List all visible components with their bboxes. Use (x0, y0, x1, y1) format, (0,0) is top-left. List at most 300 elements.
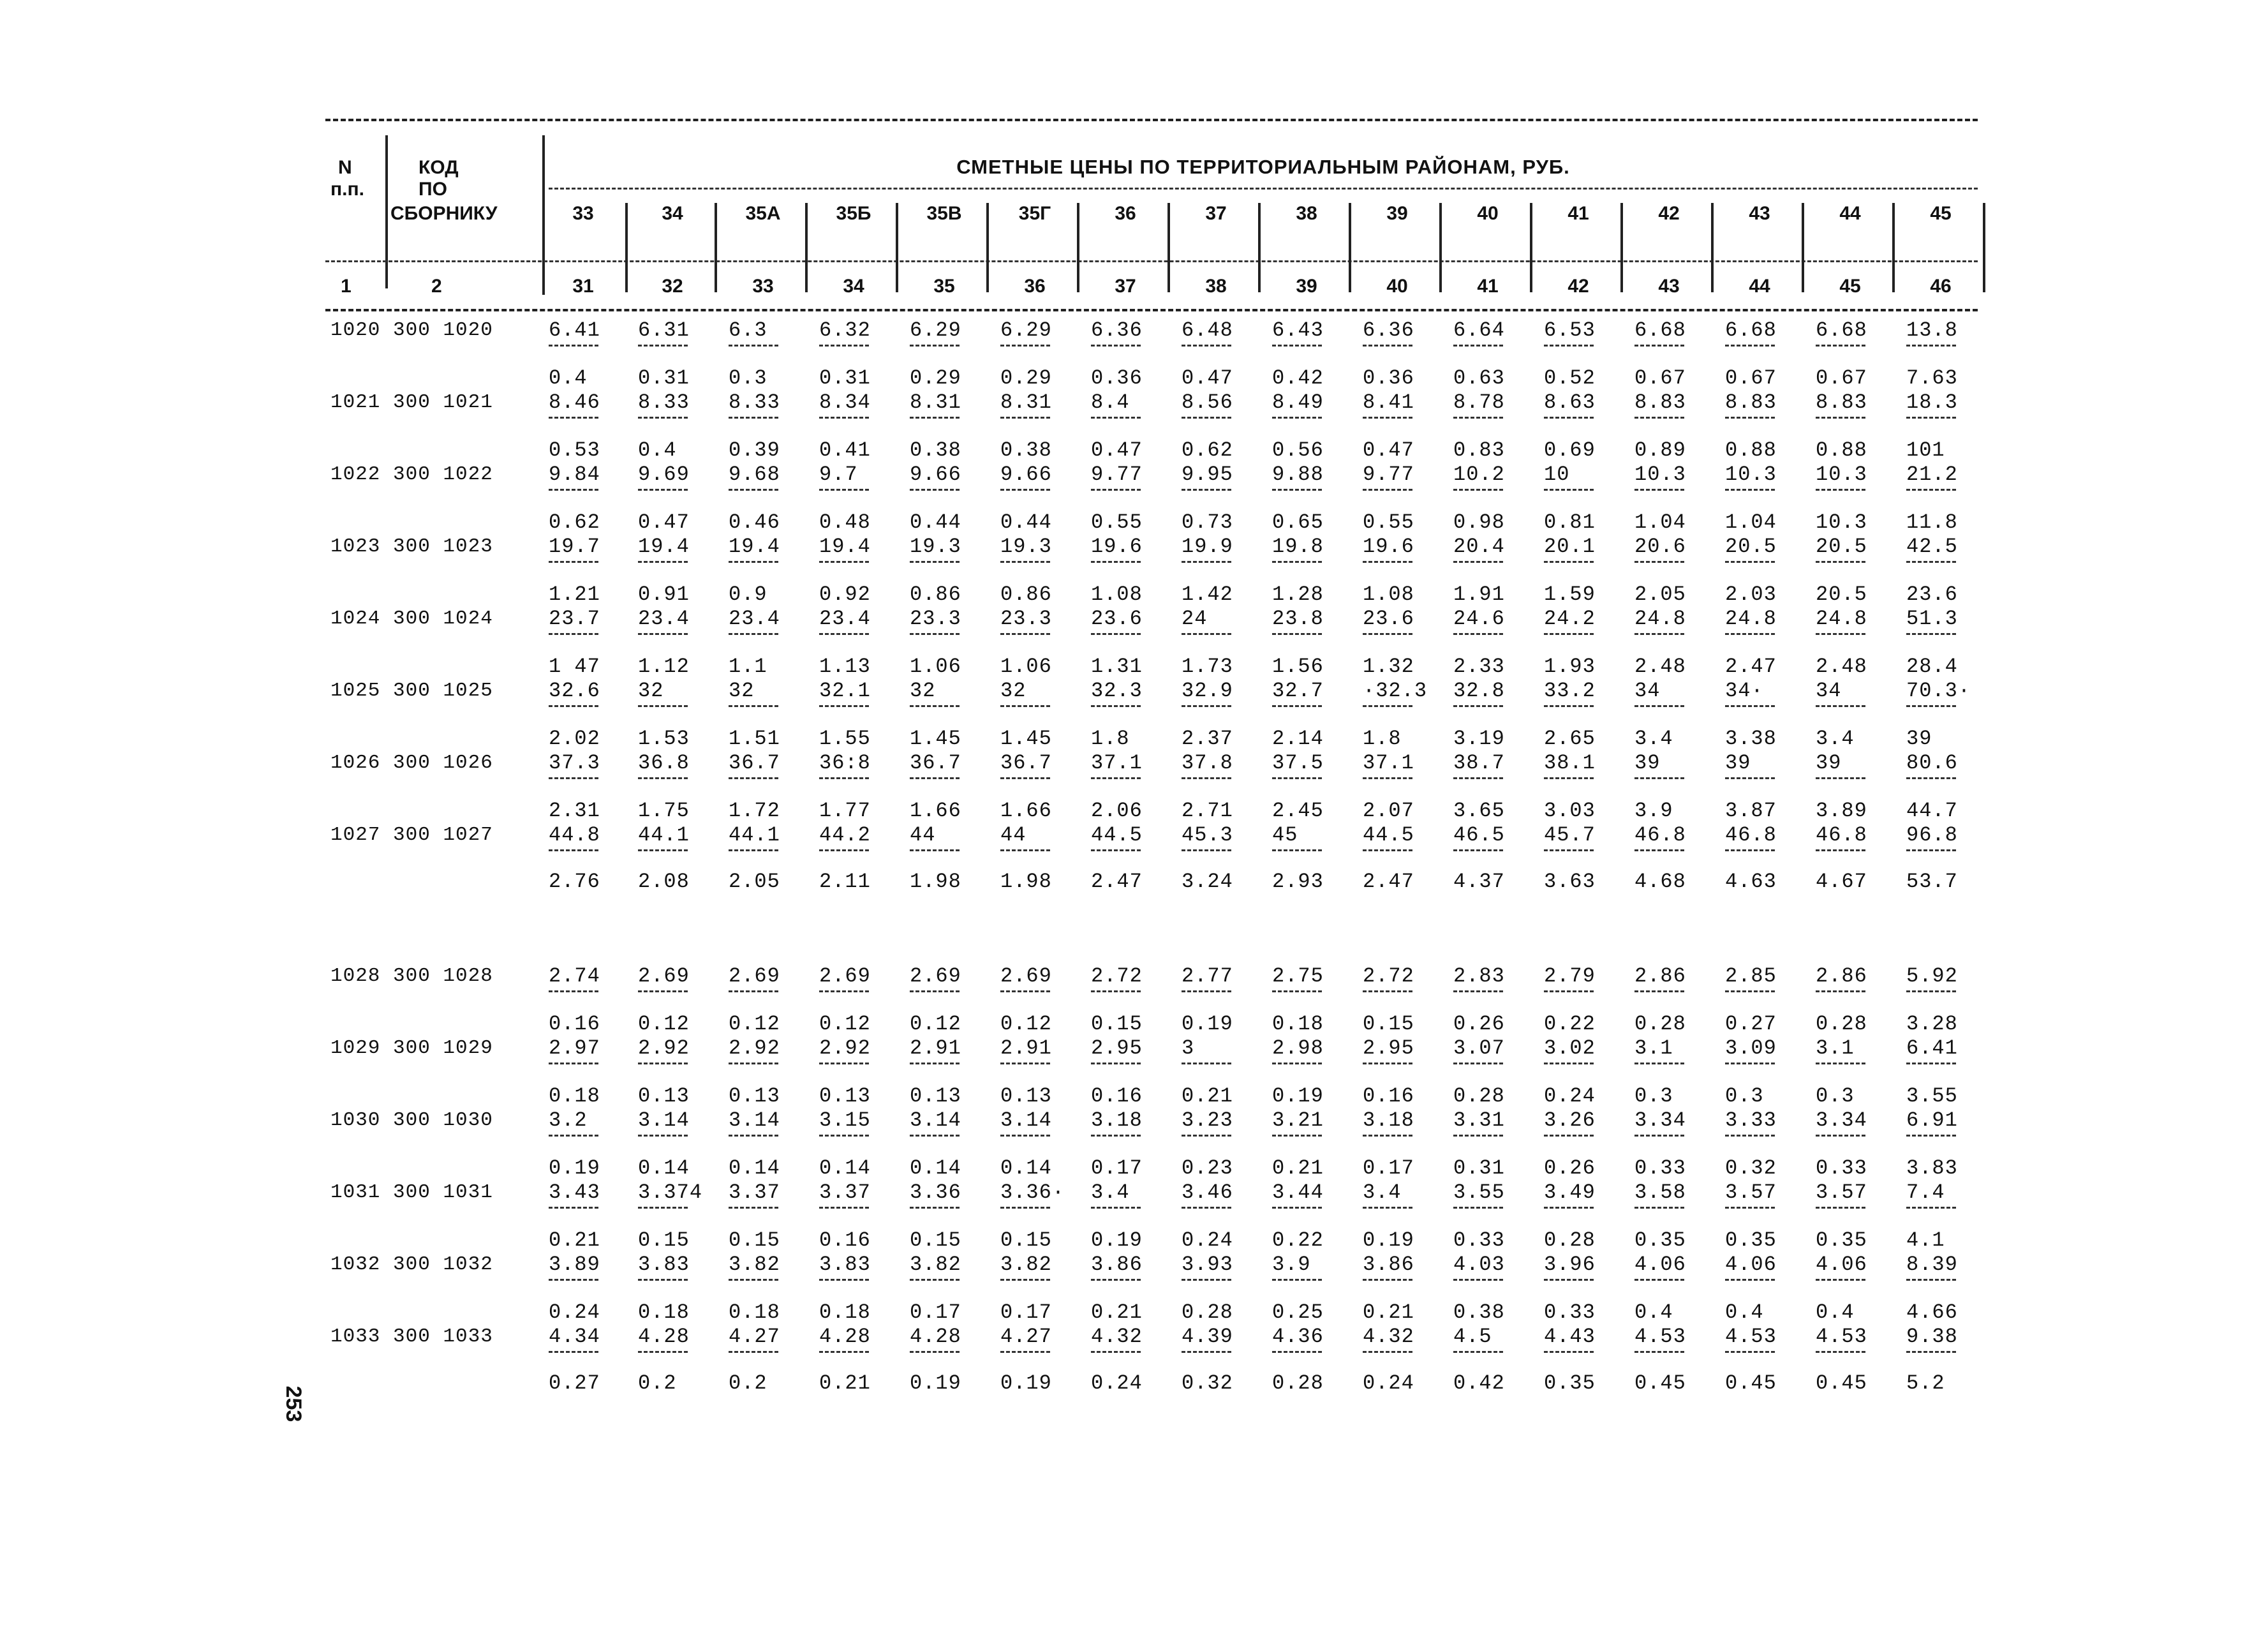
price-cell: 3.82 (910, 1253, 961, 1276)
fraction-bar (1725, 1207, 1775, 1209)
fraction-bar (1544, 849, 1594, 851)
price-cell: 0.17 (1363, 1156, 1414, 1180)
district-col-number: 36 (1024, 276, 1046, 297)
fraction-bar (1363, 345, 1412, 347)
fraction-bar (1634, 1063, 1684, 1064)
fraction-bar (1272, 1135, 1322, 1137)
fraction-bar (1906, 1351, 1956, 1353)
price-cell: 0.12 (1000, 1012, 1052, 1036)
price-cell: 3.36 (910, 1181, 961, 1204)
price-cell: 10 (1544, 463, 1570, 486)
fraction-bar (819, 489, 869, 491)
price-cell: 0.21 (1363, 1301, 1414, 1324)
price-cell: 80.6 (1906, 751, 1958, 775)
fraction-bar (1634, 1207, 1684, 1209)
price-cell: 1.08 (1091, 583, 1143, 606)
price-cell: 36.7 (910, 751, 961, 775)
fraction-bar (638, 1351, 688, 1353)
price-cell: 0.14 (819, 1156, 871, 1180)
price-cell: 0.2 (729, 1371, 767, 1395)
price-cell: 2.92 (819, 1036, 871, 1060)
price-cell: 4.27 (729, 1325, 780, 1348)
fraction-bar (549, 705, 598, 707)
price-cell: 3.9 (1634, 799, 1673, 823)
fraction-bar (1544, 1207, 1594, 1209)
fraction-bar (1272, 1279, 1322, 1281)
fraction-bar (1816, 849, 1865, 851)
price-cell: 0.46 (729, 511, 780, 534)
price-cell: 0.24 (1363, 1371, 1414, 1395)
fraction-bar (1453, 345, 1503, 347)
price-cell: 0.22 (1544, 1012, 1596, 1036)
fraction-bar (1816, 633, 1865, 635)
fraction-bar (1363, 1207, 1412, 1209)
district-header: 35В (926, 203, 962, 224)
price-cell: 8.56 (1182, 391, 1233, 414)
price-cell: 0.24 (1544, 1084, 1596, 1108)
title-underline (549, 188, 1978, 190)
fraction-bar (1453, 705, 1503, 707)
price-cell: 6.43 (1272, 318, 1324, 342)
price-cell: 8.4 (1091, 391, 1130, 414)
price-cell: 0.81 (1544, 511, 1596, 534)
row-code: 1028 300 1028 (330, 965, 493, 987)
price-cell: 7.63 (1906, 366, 1958, 390)
price-cell: 32.6 (549, 679, 600, 703)
fraction-bar (1000, 489, 1050, 491)
price-cell: 3.03 (1544, 799, 1596, 823)
fraction-bar (1091, 489, 1141, 491)
price-cell: 3.14 (1000, 1108, 1052, 1132)
price-cell: 0.47 (638, 511, 690, 534)
price-cell: 4.53 (1816, 1325, 1867, 1348)
price-cell: 37.5 (1272, 751, 1324, 775)
price-cell: 2.69 (1000, 964, 1052, 988)
price-cell: 8.83 (1725, 391, 1777, 414)
price-cell: 37.3 (549, 751, 600, 775)
fraction-bar (1182, 345, 1231, 347)
fraction-bar (1000, 777, 1050, 779)
price-cell: 6.68 (1725, 318, 1777, 342)
price-cell: 3.4 (1091, 1181, 1130, 1204)
price-cell: 0.33 (1453, 1228, 1505, 1252)
price-cell: 3.18 (1091, 1108, 1143, 1132)
district-header: 37 (1205, 203, 1227, 224)
price-cell: 0.16 (1363, 1084, 1414, 1108)
price-cell: 0.86 (910, 583, 961, 606)
price-cell: 96.8 (1906, 823, 1958, 847)
column-divider (1258, 203, 1261, 292)
price-cell: 2.02 (549, 727, 600, 750)
price-cell: 0.13 (910, 1084, 961, 1108)
price-cell: 1.04 (1725, 511, 1777, 534)
price-cell: 23.4 (729, 607, 780, 630)
price-cell: 2.47 (1363, 870, 1414, 893)
price-cell: 0.67 (1816, 366, 1867, 390)
price-cell: 0.91 (638, 583, 690, 606)
price-cell: 3.87 (1725, 799, 1777, 823)
price-cell: 0.15 (638, 1228, 690, 1252)
price-cell: 23.4 (638, 607, 690, 630)
price-cell: 9.66 (910, 463, 961, 486)
fraction-bar (1091, 1207, 1141, 1209)
price-cell: 2.65 (1544, 727, 1596, 750)
price-cell: 0.38 (910, 438, 961, 462)
price-cell: 32 (729, 679, 755, 703)
price-cell: 0.88 (1816, 438, 1867, 462)
price-cell: 2.91 (910, 1036, 961, 1060)
price-cell: 39 (1634, 751, 1661, 775)
row-code: 1025 300 1025 (330, 680, 493, 702)
price-cell: 0.42 (1272, 366, 1324, 390)
header-pp: п.п. (330, 179, 364, 200)
column-divider (1530, 203, 1532, 292)
price-cell: 8.78 (1453, 391, 1505, 414)
price-cell: 2.11 (819, 870, 871, 893)
price-cell: 2.91 (1000, 1036, 1052, 1060)
price-cell: 2.97 (549, 1036, 600, 1060)
price-cell: 0.3 (1725, 1084, 1764, 1108)
price-cell: 45 (1272, 823, 1298, 847)
fraction-bar (1272, 777, 1322, 779)
price-cell: 10.2 (1453, 463, 1505, 486)
fraction-bar (1000, 1063, 1050, 1064)
price-cell: 1.66 (1000, 799, 1052, 823)
price-cell: 44.1 (638, 823, 690, 847)
price-cell: 2.33 (1453, 655, 1505, 678)
price-cell: 20.4 (1453, 535, 1505, 558)
price-cell: 0.39 (729, 438, 780, 462)
price-cell: 44 (910, 823, 936, 847)
col-number-1: 1 (341, 276, 352, 297)
fraction-bar (1544, 777, 1594, 779)
price-cell: 2.69 (819, 964, 871, 988)
price-cell: 3.65 (1453, 799, 1505, 823)
fraction-bar (1091, 705, 1141, 707)
fraction-bar (1906, 1207, 1956, 1209)
price-cell: 46.8 (1816, 823, 1867, 847)
fraction-bar (910, 633, 960, 635)
fraction-bar (729, 1279, 778, 1281)
fraction-bar (910, 777, 960, 779)
fraction-bar (1634, 561, 1684, 563)
fraction-bar (1091, 561, 1141, 563)
fraction-bar (1906, 990, 1956, 992)
fraction-bar (1906, 777, 1956, 779)
fraction-bar (1091, 777, 1141, 779)
fraction-bar (1544, 489, 1594, 491)
price-cell: 0.69 (1544, 438, 1596, 462)
fraction-bar (1272, 705, 1322, 707)
price-cell: 3.89 (549, 1253, 600, 1276)
price-cell: 2.83 (1453, 964, 1505, 988)
header-bottom-rule (325, 309, 1978, 311)
price-cell: 0.12 (819, 1012, 871, 1036)
column-divider (805, 203, 808, 292)
price-cell: 19.6 (1363, 535, 1414, 558)
district-header: 40 (1477, 203, 1499, 224)
fraction-bar (910, 1063, 960, 1064)
price-cell: 0.38 (1453, 1301, 1505, 1324)
price-cell: 3.19 (1453, 727, 1505, 750)
price-cell: 0.17 (1000, 1301, 1052, 1324)
fraction-bar (549, 849, 598, 851)
fraction-bar (819, 1135, 869, 1137)
price-cell: 0.21 (819, 1371, 871, 1395)
fraction-bar (819, 705, 869, 707)
price-cell: 10.3 (1725, 463, 1777, 486)
price-cell: 3.28 (1906, 1012, 1958, 1036)
price-cell: 6.31 (638, 318, 690, 342)
fraction-bar (910, 849, 960, 851)
price-cell: 3.55 (1906, 1084, 1958, 1108)
fraction-bar (1000, 1351, 1050, 1353)
price-cell: 3.07 (1453, 1036, 1505, 1060)
fraction-bar (1634, 345, 1684, 347)
price-cell: 32.3 (1091, 679, 1143, 703)
price-cell: 2.08 (638, 870, 690, 893)
price-cell: 1.21 (549, 583, 600, 606)
price-cell: 6.41 (1906, 1036, 1958, 1060)
price-cell: 0.47 (1091, 438, 1143, 462)
price-cell: 8.31 (910, 391, 961, 414)
district-header: 35Б (836, 203, 871, 224)
price-cell: 0.41 (819, 438, 871, 462)
fraction-bar (1544, 561, 1594, 563)
price-cell: 0.19 (1272, 1084, 1324, 1108)
price-cell: 0.33 (1544, 1301, 1596, 1324)
district-header: 38 (1296, 203, 1317, 224)
price-cell: 0.35 (1634, 1228, 1686, 1252)
price-cell: 1.51 (729, 727, 780, 750)
district-header: 41 (1568, 203, 1589, 224)
fraction-bar (1000, 1279, 1050, 1281)
fraction-bar (638, 1279, 688, 1281)
row-code: 1029 300 1029 (330, 1037, 493, 1059)
fraction-bar (1453, 990, 1503, 992)
price-cell: 39 (1816, 751, 1842, 775)
fraction-bar (1906, 1135, 1956, 1137)
fraction-bar (1091, 417, 1141, 419)
fraction-bar (1272, 561, 1322, 563)
fraction-bar (1000, 1207, 1050, 1209)
price-cell: 3.89 (1816, 799, 1867, 823)
price-cell: 1.1 (729, 655, 767, 678)
price-cell: 19.4 (638, 535, 690, 558)
district-col-number: 37 (1115, 276, 1136, 297)
fraction-bar (1544, 417, 1594, 419)
price-cell: 0.15 (1000, 1228, 1052, 1252)
price-cell: 24.8 (1634, 607, 1686, 630)
district-header: 39 (1386, 203, 1408, 224)
price-cell: 8.33 (729, 391, 780, 414)
price-cell: 2.76 (549, 870, 600, 893)
price-cell: 0.36 (1363, 366, 1414, 390)
price-cell: 9.77 (1091, 463, 1143, 486)
page-number: 253 (281, 1385, 306, 1422)
fraction-bar (1634, 489, 1684, 491)
district-col-number: 43 (1658, 276, 1680, 297)
fraction-bar (1725, 489, 1775, 491)
price-cell: 36.7 (1000, 751, 1052, 775)
price-cell: 24.2 (1544, 607, 1596, 630)
fraction-bar (1634, 1135, 1684, 1137)
price-cell: 36.8 (638, 751, 690, 775)
price-cell: 10.3 (1634, 463, 1686, 486)
fraction-bar (729, 561, 778, 563)
fraction-bar (1906, 489, 1956, 491)
price-cell: 1 47 (549, 655, 600, 678)
price-cell: 0.31 (819, 366, 871, 390)
header-divider (385, 135, 388, 288)
fraction-bar (1182, 1135, 1231, 1137)
price-cell: 5.92 (1906, 964, 1958, 988)
price-cell: 2.92 (729, 1036, 780, 1060)
price-cell: 1.45 (1000, 727, 1052, 750)
price-cell: 0.32 (1182, 1371, 1233, 1395)
price-cell: 0.21 (549, 1228, 600, 1252)
fraction-bar (1725, 345, 1775, 347)
district-header: 35А (745, 203, 781, 224)
price-cell: 6.41 (549, 318, 600, 342)
price-cell: 2.31 (549, 799, 600, 823)
fraction-bar (1725, 849, 1775, 851)
price-cell: 1.31 (1091, 655, 1143, 678)
price-cell: 0.4 (1725, 1301, 1764, 1324)
price-cell: 44 (1000, 823, 1027, 847)
price-cell: 6.36 (1363, 318, 1414, 342)
column-divider (986, 203, 989, 292)
fraction-bar (729, 849, 778, 851)
price-cell: 2.79 (1544, 964, 1596, 988)
district-header: 43 (1749, 203, 1770, 224)
price-cell: 4.32 (1091, 1325, 1143, 1348)
price-cell: 9.68 (729, 463, 780, 486)
price-cell: 45.3 (1182, 823, 1233, 847)
fraction-bar (1000, 705, 1050, 707)
price-cell: 0.14 (910, 1156, 961, 1180)
district-col-number: 38 (1205, 276, 1227, 297)
fraction-bar (1453, 1207, 1503, 1209)
price-cell: 34 (1816, 679, 1842, 703)
row-code: 1022 300 1022 (330, 463, 493, 486)
price-cell: 2.71 (1182, 799, 1233, 823)
district-col-number: 45 (1839, 276, 1861, 297)
fraction-bar (1453, 849, 1503, 851)
fraction-bar (1182, 1279, 1231, 1281)
row-code: 1020 300 1020 (330, 319, 493, 341)
row-code: 1030 300 1030 (330, 1109, 493, 1131)
price-cell: 23.3 (910, 607, 961, 630)
district-col-number: 42 (1568, 276, 1589, 297)
price-cell: 6.48 (1182, 318, 1233, 342)
price-cell: 0.55 (1363, 511, 1414, 534)
price-cell: 42.5 (1906, 535, 1958, 558)
price-cell: 0.13 (1000, 1084, 1052, 1108)
price-cell: 3.26 (1544, 1108, 1596, 1132)
fraction-bar (1453, 1279, 1503, 1281)
fraction-bar (638, 561, 688, 563)
price-cell: 2.95 (1363, 1036, 1414, 1060)
price-cell: 0.48 (819, 511, 871, 534)
price-cell: 0.13 (819, 1084, 871, 1108)
top-rule (325, 119, 1978, 121)
fraction-bar (1363, 633, 1412, 635)
price-cell: 0.14 (729, 1156, 780, 1180)
fraction-bar (729, 1135, 778, 1137)
price-cell: 11.8 (1906, 511, 1958, 534)
price-cell: 0.45 (1634, 1371, 1686, 1395)
fraction-bar (1544, 705, 1594, 707)
price-cell: 3.82 (729, 1253, 780, 1276)
price-cell: 6.36 (1091, 318, 1143, 342)
district-col-number: 39 (1296, 276, 1317, 297)
column-divider (715, 203, 717, 292)
price-cell: 4.39 (1182, 1325, 1233, 1348)
fraction-bar (1182, 561, 1231, 563)
district-header: 44 (1839, 203, 1861, 224)
fraction-bar (1363, 1279, 1412, 1281)
price-cell: 1.8 (1363, 727, 1402, 750)
fraction-bar (729, 345, 778, 347)
price-cell: 3.36· (1000, 1181, 1065, 1204)
price-cell: 3.33 (1725, 1108, 1777, 1132)
fraction-bar (1634, 1351, 1684, 1353)
price-cell: 3.38 (1725, 727, 1777, 750)
fraction-bar (819, 1351, 869, 1353)
fraction-bar (1272, 1351, 1322, 1353)
price-cell: 0.63 (1453, 366, 1505, 390)
fraction-bar (549, 777, 598, 779)
price-cell: 3.4 (1363, 1181, 1402, 1204)
fraction-bar (1363, 990, 1412, 992)
price-cell: 3.83 (1906, 1156, 1958, 1180)
price-cell: 1.04 (1634, 511, 1686, 534)
price-cell: 0.26 (1544, 1156, 1596, 1180)
price-cell: 2.95 (1091, 1036, 1143, 1060)
fraction-bar (729, 990, 778, 992)
fraction-bar (1182, 1063, 1231, 1064)
price-cell: 8.39 (1906, 1253, 1958, 1276)
price-cell: 0.21 (1091, 1301, 1143, 1324)
price-cell: 2.07 (1363, 799, 1414, 823)
price-cell: 0.3 (729, 366, 767, 390)
fraction-bar (1453, 633, 1503, 635)
price-cell: 3.57 (1725, 1181, 1777, 1204)
price-cell: 2.77 (1182, 964, 1233, 988)
column-divider (1167, 203, 1170, 292)
price-cell: 2.69 (910, 964, 961, 988)
price-cell: 4.28 (819, 1325, 871, 1348)
price-cell: 0.35 (1816, 1228, 1867, 1252)
fraction-bar (549, 1279, 598, 1281)
price-cell: 33.2 (1544, 679, 1596, 703)
fraction-bar (1272, 345, 1322, 347)
fraction-bar (1816, 1135, 1865, 1137)
district-col-number: 46 (1930, 276, 1952, 297)
fraction-bar (549, 489, 598, 491)
price-cell: 3.86 (1091, 1253, 1143, 1276)
price-cell: 3.1 (1634, 1036, 1673, 1060)
price-cell: 1.12 (638, 655, 690, 678)
price-cell: 0.17 (1091, 1156, 1143, 1180)
row-code: 1023 300 1023 (330, 535, 493, 558)
price-cell: 6.91 (1906, 1108, 1958, 1132)
price-cell: 0.45 (1725, 1371, 1777, 1395)
price-cell: 0.27 (1725, 1012, 1777, 1036)
price-cell: 36:8 (819, 751, 871, 775)
price-cell: 0.24 (1091, 1371, 1143, 1395)
